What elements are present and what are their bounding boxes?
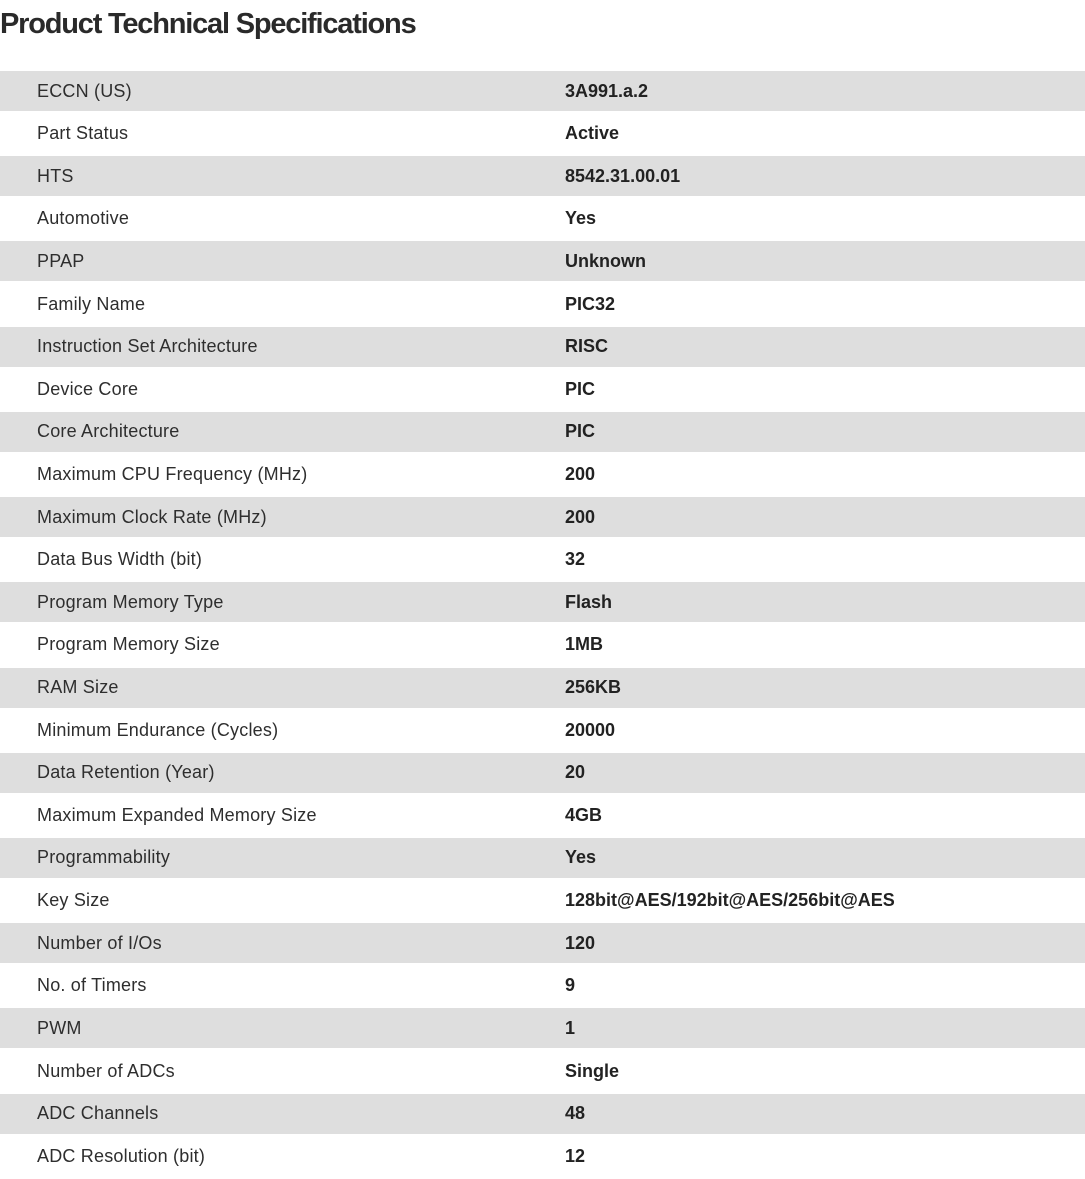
spec-row bbox=[0, 625, 1085, 665]
spec-label: Minimum Endurance (Cycles) bbox=[37, 719, 279, 740]
spec-row bbox=[0, 1051, 1085, 1091]
spec-value: PIC32 bbox=[565, 293, 616, 314]
spec-row bbox=[0, 497, 1085, 537]
spec-value: RISC bbox=[565, 336, 609, 357]
spec-value: Single bbox=[565, 1060, 620, 1081]
spec-row bbox=[0, 582, 1085, 622]
spec-label: PPAP bbox=[37, 250, 85, 271]
spec-row bbox=[0, 838, 1085, 878]
spec-value: PIC bbox=[565, 378, 596, 399]
spec-label: ECCN (US) bbox=[37, 80, 132, 101]
spec-label: Programmability bbox=[37, 847, 171, 868]
spec-value: 200 bbox=[565, 506, 596, 527]
spec-label: Device Core bbox=[37, 378, 139, 399]
spec-row bbox=[0, 412, 1085, 452]
page-title: Product Technical Specifications bbox=[0, 8, 416, 40]
spec-row bbox=[0, 114, 1085, 154]
spec-label: Key Size bbox=[37, 890, 110, 911]
spec-row bbox=[0, 199, 1085, 239]
spec-value: Flash bbox=[565, 591, 613, 612]
spec-row bbox=[0, 795, 1085, 835]
spec-label: Program Memory Size bbox=[37, 634, 220, 655]
spec-label: Maximum Expanded Memory Size bbox=[37, 804, 317, 825]
spec-row bbox=[0, 1136, 1085, 1176]
spec-row bbox=[0, 284, 1085, 324]
spec-label: Data Retention (Year) bbox=[37, 762, 215, 783]
spec-row bbox=[0, 923, 1085, 963]
spec-row bbox=[0, 241, 1085, 281]
spec-label: Instruction Set Architecture bbox=[37, 336, 258, 357]
spec-label: Number of I/Os bbox=[37, 932, 162, 953]
spec-row bbox=[0, 327, 1085, 367]
spec-row bbox=[0, 540, 1085, 580]
spec-value: 3A991.a.2 bbox=[565, 80, 649, 101]
spec-value: 1MB bbox=[565, 634, 604, 655]
spec-value: 128bit@AES/192bit@AES/256bit@AES bbox=[565, 890, 895, 911]
spec-value: 4GB bbox=[565, 804, 603, 825]
spec-label: ADC Resolution (bit) bbox=[37, 1145, 206, 1166]
spec-value: 9 bbox=[565, 975, 576, 996]
spec-label: Data Bus Width (bit) bbox=[37, 549, 203, 570]
spec-value: Unknown bbox=[565, 250, 646, 271]
spec-label: HTS bbox=[37, 165, 74, 186]
spec-value: 20000 bbox=[565, 719, 616, 740]
spec-row bbox=[0, 156, 1085, 196]
spec-label: Program Memory Type bbox=[37, 591, 224, 612]
spec-row bbox=[0, 1094, 1085, 1134]
spec-value: 48 bbox=[565, 1103, 586, 1124]
spec-value: 120 bbox=[565, 932, 596, 953]
spec-value: 1 bbox=[565, 1017, 576, 1038]
spec-row bbox=[0, 454, 1085, 494]
spec-label: Family Name bbox=[37, 293, 146, 314]
spec-value: 256KB bbox=[565, 677, 622, 698]
spec-row bbox=[0, 71, 1085, 111]
spec-label: RAM Size bbox=[37, 677, 119, 698]
spec-label: Automotive bbox=[37, 208, 130, 229]
spec-label: Core Architecture bbox=[37, 421, 180, 442]
spec-value: Active bbox=[565, 123, 620, 144]
spec-value: 8542.31.00.01 bbox=[565, 165, 681, 186]
spec-value: 200 bbox=[565, 463, 596, 484]
spec-label: Number of ADCs bbox=[37, 1060, 175, 1081]
spec-value: 32 bbox=[565, 549, 586, 570]
spec-row bbox=[0, 881, 1085, 921]
spec-label: ADC Channels bbox=[37, 1103, 159, 1124]
spec-value: Yes bbox=[565, 847, 597, 868]
spec-row bbox=[0, 1008, 1085, 1048]
spec-row bbox=[0, 668, 1085, 708]
spec-table bbox=[0, 71, 1085, 1179]
spec-label: Maximum Clock Rate (MHz) bbox=[37, 506, 267, 527]
spec-row bbox=[0, 966, 1085, 1006]
spec-row bbox=[0, 753, 1085, 793]
spec-label: No. of Timers bbox=[37, 975, 147, 996]
spec-value: Yes bbox=[565, 208, 597, 229]
spec-label: Maximum CPU Frequency (MHz) bbox=[37, 463, 308, 484]
spec-row bbox=[0, 710, 1085, 750]
spec-label: PWM bbox=[37, 1017, 82, 1038]
spec-value: 20 bbox=[565, 762, 586, 783]
spec-label: Part Status bbox=[37, 123, 129, 144]
spec-value: PIC bbox=[565, 421, 596, 442]
spec-value: 12 bbox=[565, 1145, 586, 1166]
spec-row bbox=[0, 369, 1085, 409]
